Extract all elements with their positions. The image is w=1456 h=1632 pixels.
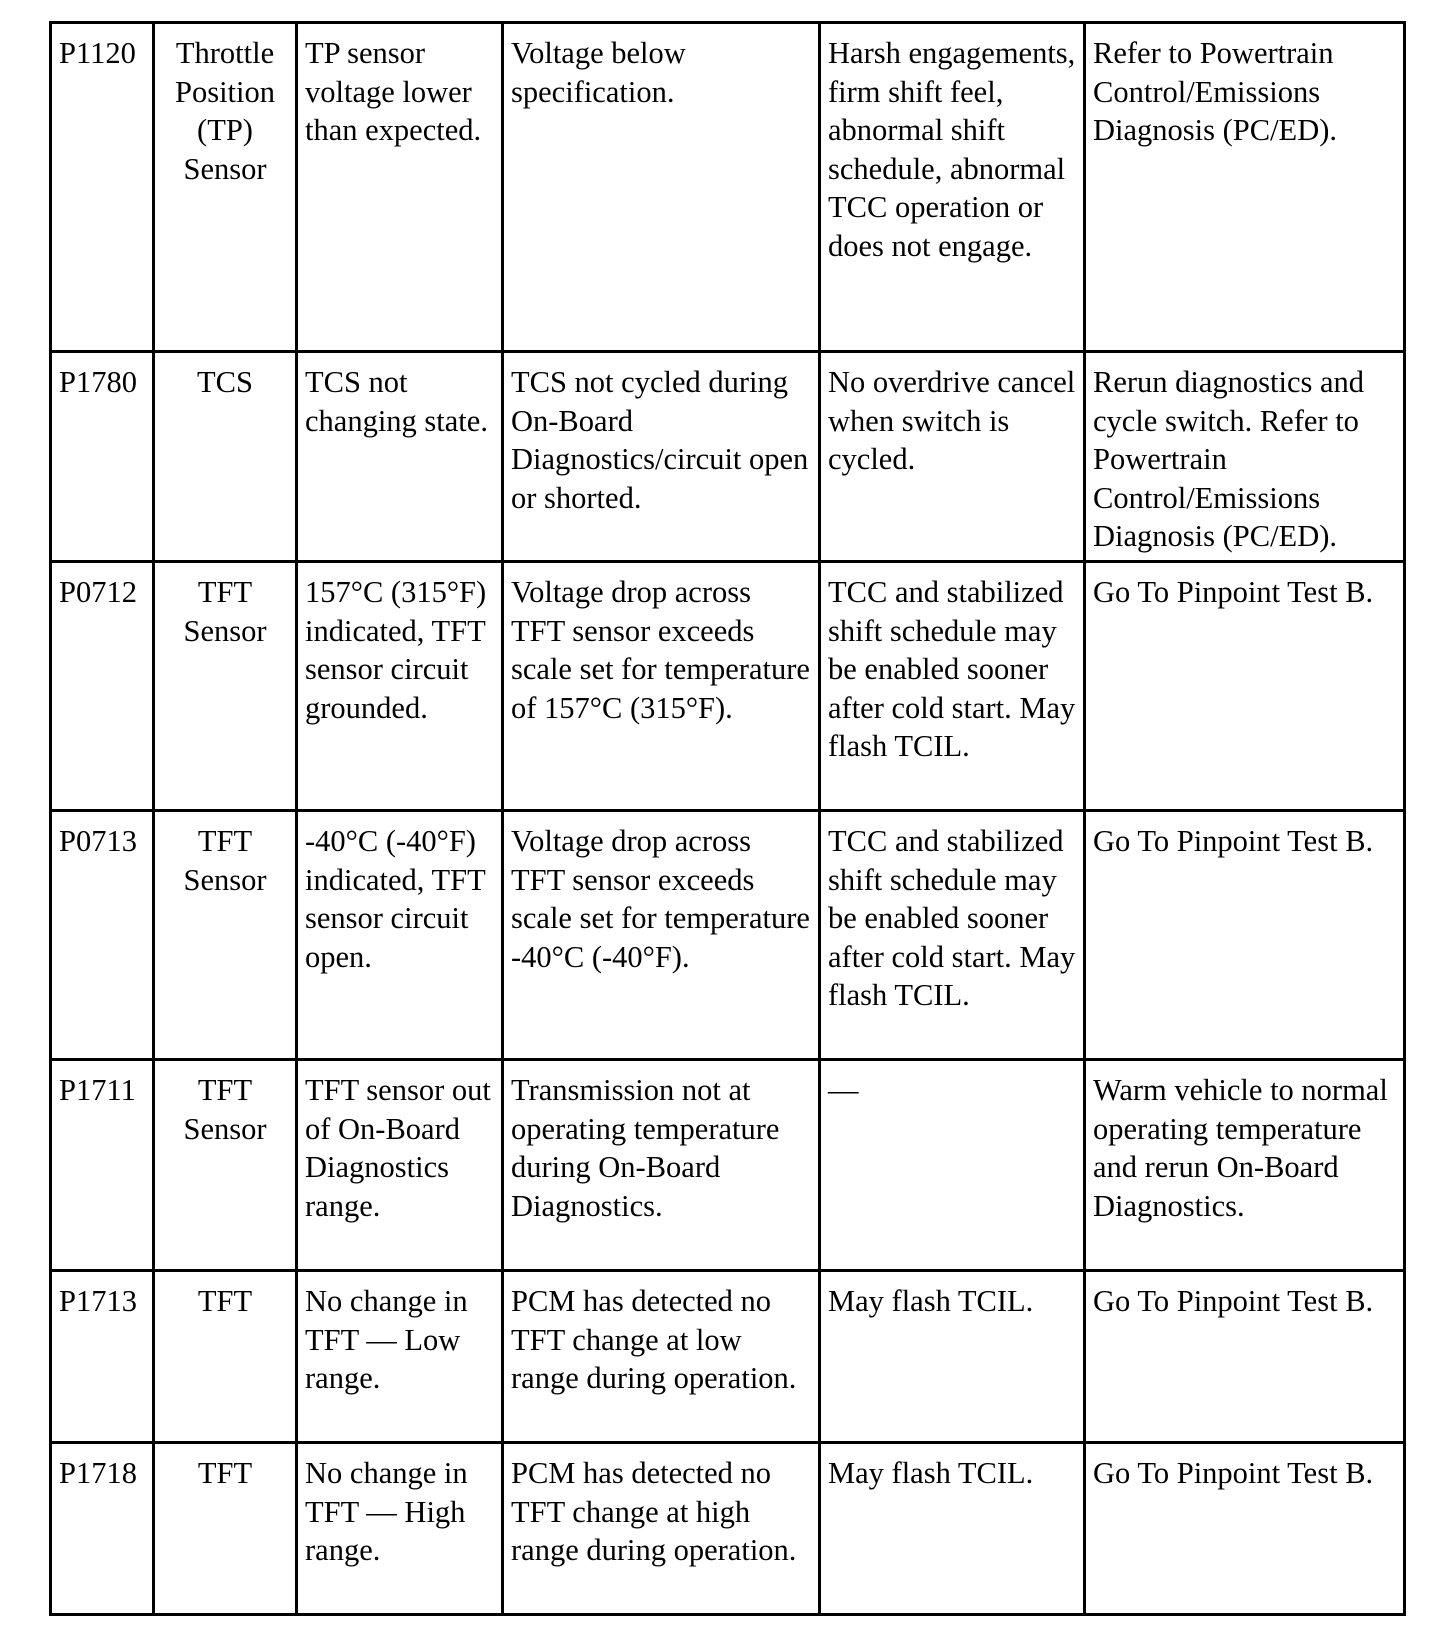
system-cell: TFT Sensor — [154, 1060, 297, 1271]
condition-cell: No change in TFT — High range. — [297, 1443, 503, 1615]
action-cell: Go To Pinpoint Test B. — [1085, 811, 1405, 1060]
cause-cell: Voltage drop across TFT sensor exceeds scale set for temperature of 157°C (315°F). — [503, 562, 820, 811]
dtc-code-cell: P1711 — [51, 1060, 154, 1271]
cause-cell: PCM has detected no TFT change at low range during operation. — [503, 1271, 820, 1443]
dtc-table — [49, 21, 1406, 1616]
cause-cell: Transmission not at operating temperature during On-Board Diagnostics. — [503, 1060, 820, 1271]
dtc-code-cell: P0712 — [51, 562, 154, 811]
action-cell: Go To Pinpoint Test B. — [1085, 1271, 1405, 1443]
system-cell: TFT — [154, 1271, 297, 1443]
condition-cell: No change in TFT — Low range. — [297, 1271, 503, 1443]
condition-cell: 157°C (315°F) indicated, TFT sensor circuit grounded. — [297, 562, 503, 811]
condition-cell: TFT sensor out of On-Board Diagnostics range. — [297, 1060, 503, 1271]
table-row — [51, 811, 1405, 1060]
table-row — [51, 352, 1405, 562]
symptom-cell: TCC and stabilized shift schedule may be enabled sooner after cold start. May flash TCIL. — [820, 811, 1085, 1060]
condition-cell: TCS not changing state. — [297, 352, 503, 562]
cause-cell: Voltage drop across TFT sensor exceeds scale set for temperature -40°C (-40°F). — [503, 811, 820, 1060]
action-cell: Refer to Powertrain Control/Emissions Diagnosis (PC/ED). — [1085, 23, 1405, 352]
symptom-cell: May flash TCIL. — [820, 1271, 1085, 1443]
table-row — [51, 562, 1405, 811]
symptom-cell: Harsh engagements, firm shift feel, abnormal shift schedule, abnormal TCC operation or does not engage. — [820, 23, 1085, 352]
dtc-code-cell: P1713 — [51, 1271, 154, 1443]
system-cell: TFT Sensor — [154, 562, 297, 811]
cause-cell: TCS not cycled during On-Board Diagnostics/circuit open or shorted. — [503, 352, 820, 562]
dtc-table-body — [51, 23, 1405, 1615]
action-cell: Go To Pinpoint Test B. — [1085, 562, 1405, 811]
table-row — [51, 1060, 1405, 1271]
action-cell: Go To Pinpoint Test B. — [1085, 1443, 1405, 1615]
symptom-cell: No overdrive cancel when switch is cycled. — [820, 352, 1085, 562]
system-cell: TFT — [154, 1443, 297, 1615]
condition-cell: TP sensor voltage lower than expected. — [297, 23, 503, 352]
cause-cell: PCM has detected no TFT change at high range during operation. — [503, 1443, 820, 1615]
dtc-code-cell: P1120 — [51, 23, 154, 352]
system-cell: Throttle Position (TP) Sensor — [154, 23, 297, 352]
action-cell: Rerun diagnostics and cycle switch. Refer to Powertrain Control/Emissions Diagnosis (PC/ED). — [1085, 352, 1405, 562]
table-row — [51, 1271, 1405, 1443]
table-row — [51, 23, 1405, 352]
dtc-code-cell: P1718 — [51, 1443, 154, 1615]
table-row — [51, 1443, 1405, 1615]
system-cell: TFT Sensor — [154, 811, 297, 1060]
symptom-cell: TCC and stabilized shift schedule may be enabled sooner after cold start. May flash TCIL. — [820, 562, 1085, 811]
condition-cell: -40°C (-40°F) indicated, TFT sensor circuit open. — [297, 811, 503, 1060]
symptom-cell: — — [820, 1060, 1085, 1271]
cause-cell: Voltage below specification. — [503, 23, 820, 352]
system-cell: TCS — [154, 352, 297, 562]
symptom-cell: May flash TCIL. — [820, 1443, 1085, 1615]
action-cell: Warm vehicle to normal operating temperature and rerun On-Board Diagnostics. — [1085, 1060, 1405, 1271]
dtc-code-cell: P1780 — [51, 352, 154, 562]
dtc-code-cell: P0713 — [51, 811, 154, 1060]
